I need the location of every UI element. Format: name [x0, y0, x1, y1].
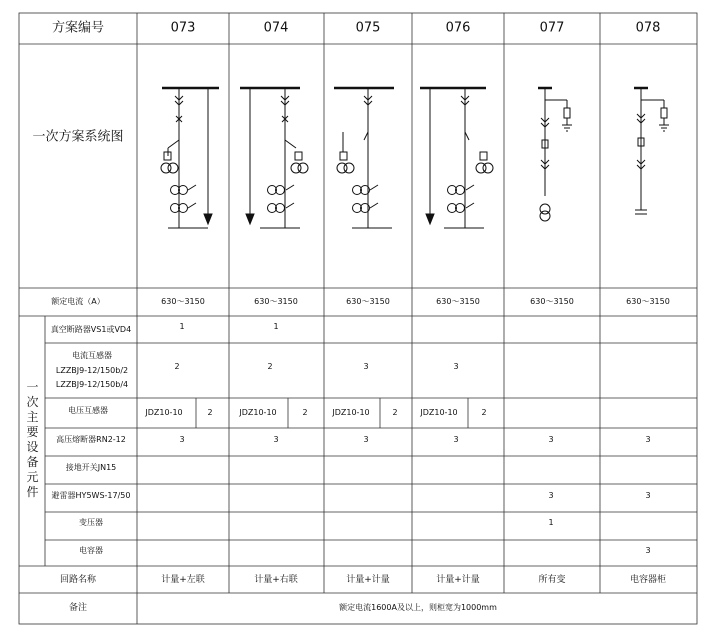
scheme-077: 077 — [539, 20, 565, 36]
scheme-076: 076 — [445, 20, 471, 36]
table-border — [19, 13, 697, 624]
pt-label: 电压互感器 — [68, 406, 108, 415]
vacuum-breaker-073: 1 — [179, 322, 185, 331]
diagram-075 — [334, 88, 394, 228]
pt-qty-073: 2 — [207, 408, 213, 417]
diagram-074 — [240, 88, 308, 228]
remark-text: 额定电流1600A及以上，则柜宽为1000mm — [339, 603, 497, 612]
pt-qty-076: 2 — [481, 408, 487, 417]
fuse-075: 3 — [363, 435, 369, 444]
ct-label-line1: 电流互感器 — [72, 351, 112, 360]
diagram-077 — [538, 88, 572, 221]
pt-model-075: JDZ10-10 — [332, 408, 370, 417]
pt-qty-074: 2 — [302, 408, 308, 417]
arrester-078: 3 — [645, 491, 651, 500]
equipment-group-label: 一 次 主 要 设 备 元 件 — [26, 380, 39, 499]
circuit-name-074: 计量+右联 — [254, 575, 298, 585]
rated-current-075: 630～3150 — [346, 297, 390, 306]
scheme-074: 074 — [263, 20, 289, 36]
earthing-switch-label: 接地开关JN15 — [65, 463, 117, 472]
ct-074: 2 — [267, 362, 273, 371]
circuit-name-077: 所有变 — [538, 575, 566, 585]
transformer-label: 变压器 — [79, 518, 103, 527]
fuse-074: 3 — [273, 435, 279, 444]
ct-076: 3 — [453, 362, 459, 371]
circuit-name-073: 计量+左联 — [161, 575, 205, 585]
ct-label-line2: LZZBJ9-12/150b/2 — [55, 366, 129, 375]
circuit-name-076: 计量+计量 — [436, 575, 480, 585]
transformer-077: 1 — [548, 518, 554, 527]
ct-075: 3 — [363, 362, 369, 371]
pt-model-076: JDZ10-10 — [420, 408, 458, 417]
pt-model-073: JDZ10-10 — [145, 408, 183, 417]
vacuum-breaker-label: 真空断路器VS1或VD4 — [50, 325, 132, 334]
fuse-076: 3 — [453, 435, 459, 444]
ct-073: 2 — [174, 362, 180, 371]
pt-model-074: JDZ10-10 — [239, 408, 277, 417]
scheme-075: 075 — [355, 20, 381, 36]
diagram-076 — [420, 88, 493, 228]
pt-qty-075: 2 — [392, 408, 398, 417]
rated-current-074: 630～3150 — [254, 297, 298, 306]
capacitor-078: 3 — [645, 546, 651, 555]
capacitor-label: 电容器 — [79, 546, 103, 555]
remark-label: 备注 — [68, 603, 88, 613]
fuse-078: 3 — [645, 435, 651, 444]
vacuum-breaker-074: 1 — [273, 322, 279, 331]
circuit-name-075: 计量+计量 — [346, 575, 390, 585]
scheme-073: 073 — [170, 20, 196, 36]
rated-current-076: 630～3150 — [436, 297, 480, 306]
arrester-label: 避雷器HY5WS-17/50 — [51, 491, 131, 500]
ct-label-line3: LZZBJ9-12/150b/4 — [55, 380, 129, 389]
fuse-073: 3 — [179, 435, 185, 444]
diagram-row-label: 一次方案系统图 — [32, 129, 124, 145]
rated-current-073: 630～3150 — [161, 297, 205, 306]
rated-current-078: 630～3150 — [626, 297, 670, 306]
diagram-073 — [161, 88, 219, 228]
header-label: 方案编号 — [51, 20, 105, 36]
fuse-label: 高压熔断器RN2-12 — [56, 435, 126, 444]
scheme-078: 078 — [635, 20, 661, 36]
rated-current-077: 630～3150 — [530, 297, 574, 306]
circuit-name-078: 电容器柜 — [629, 575, 667, 585]
rated-current-label: 额定电流（A） — [51, 297, 105, 306]
circuit-name-label: 回路名称 — [59, 575, 97, 585]
fuse-077: 3 — [548, 435, 554, 444]
arrester-077: 3 — [548, 491, 554, 500]
diagram-078 — [634, 88, 669, 214]
